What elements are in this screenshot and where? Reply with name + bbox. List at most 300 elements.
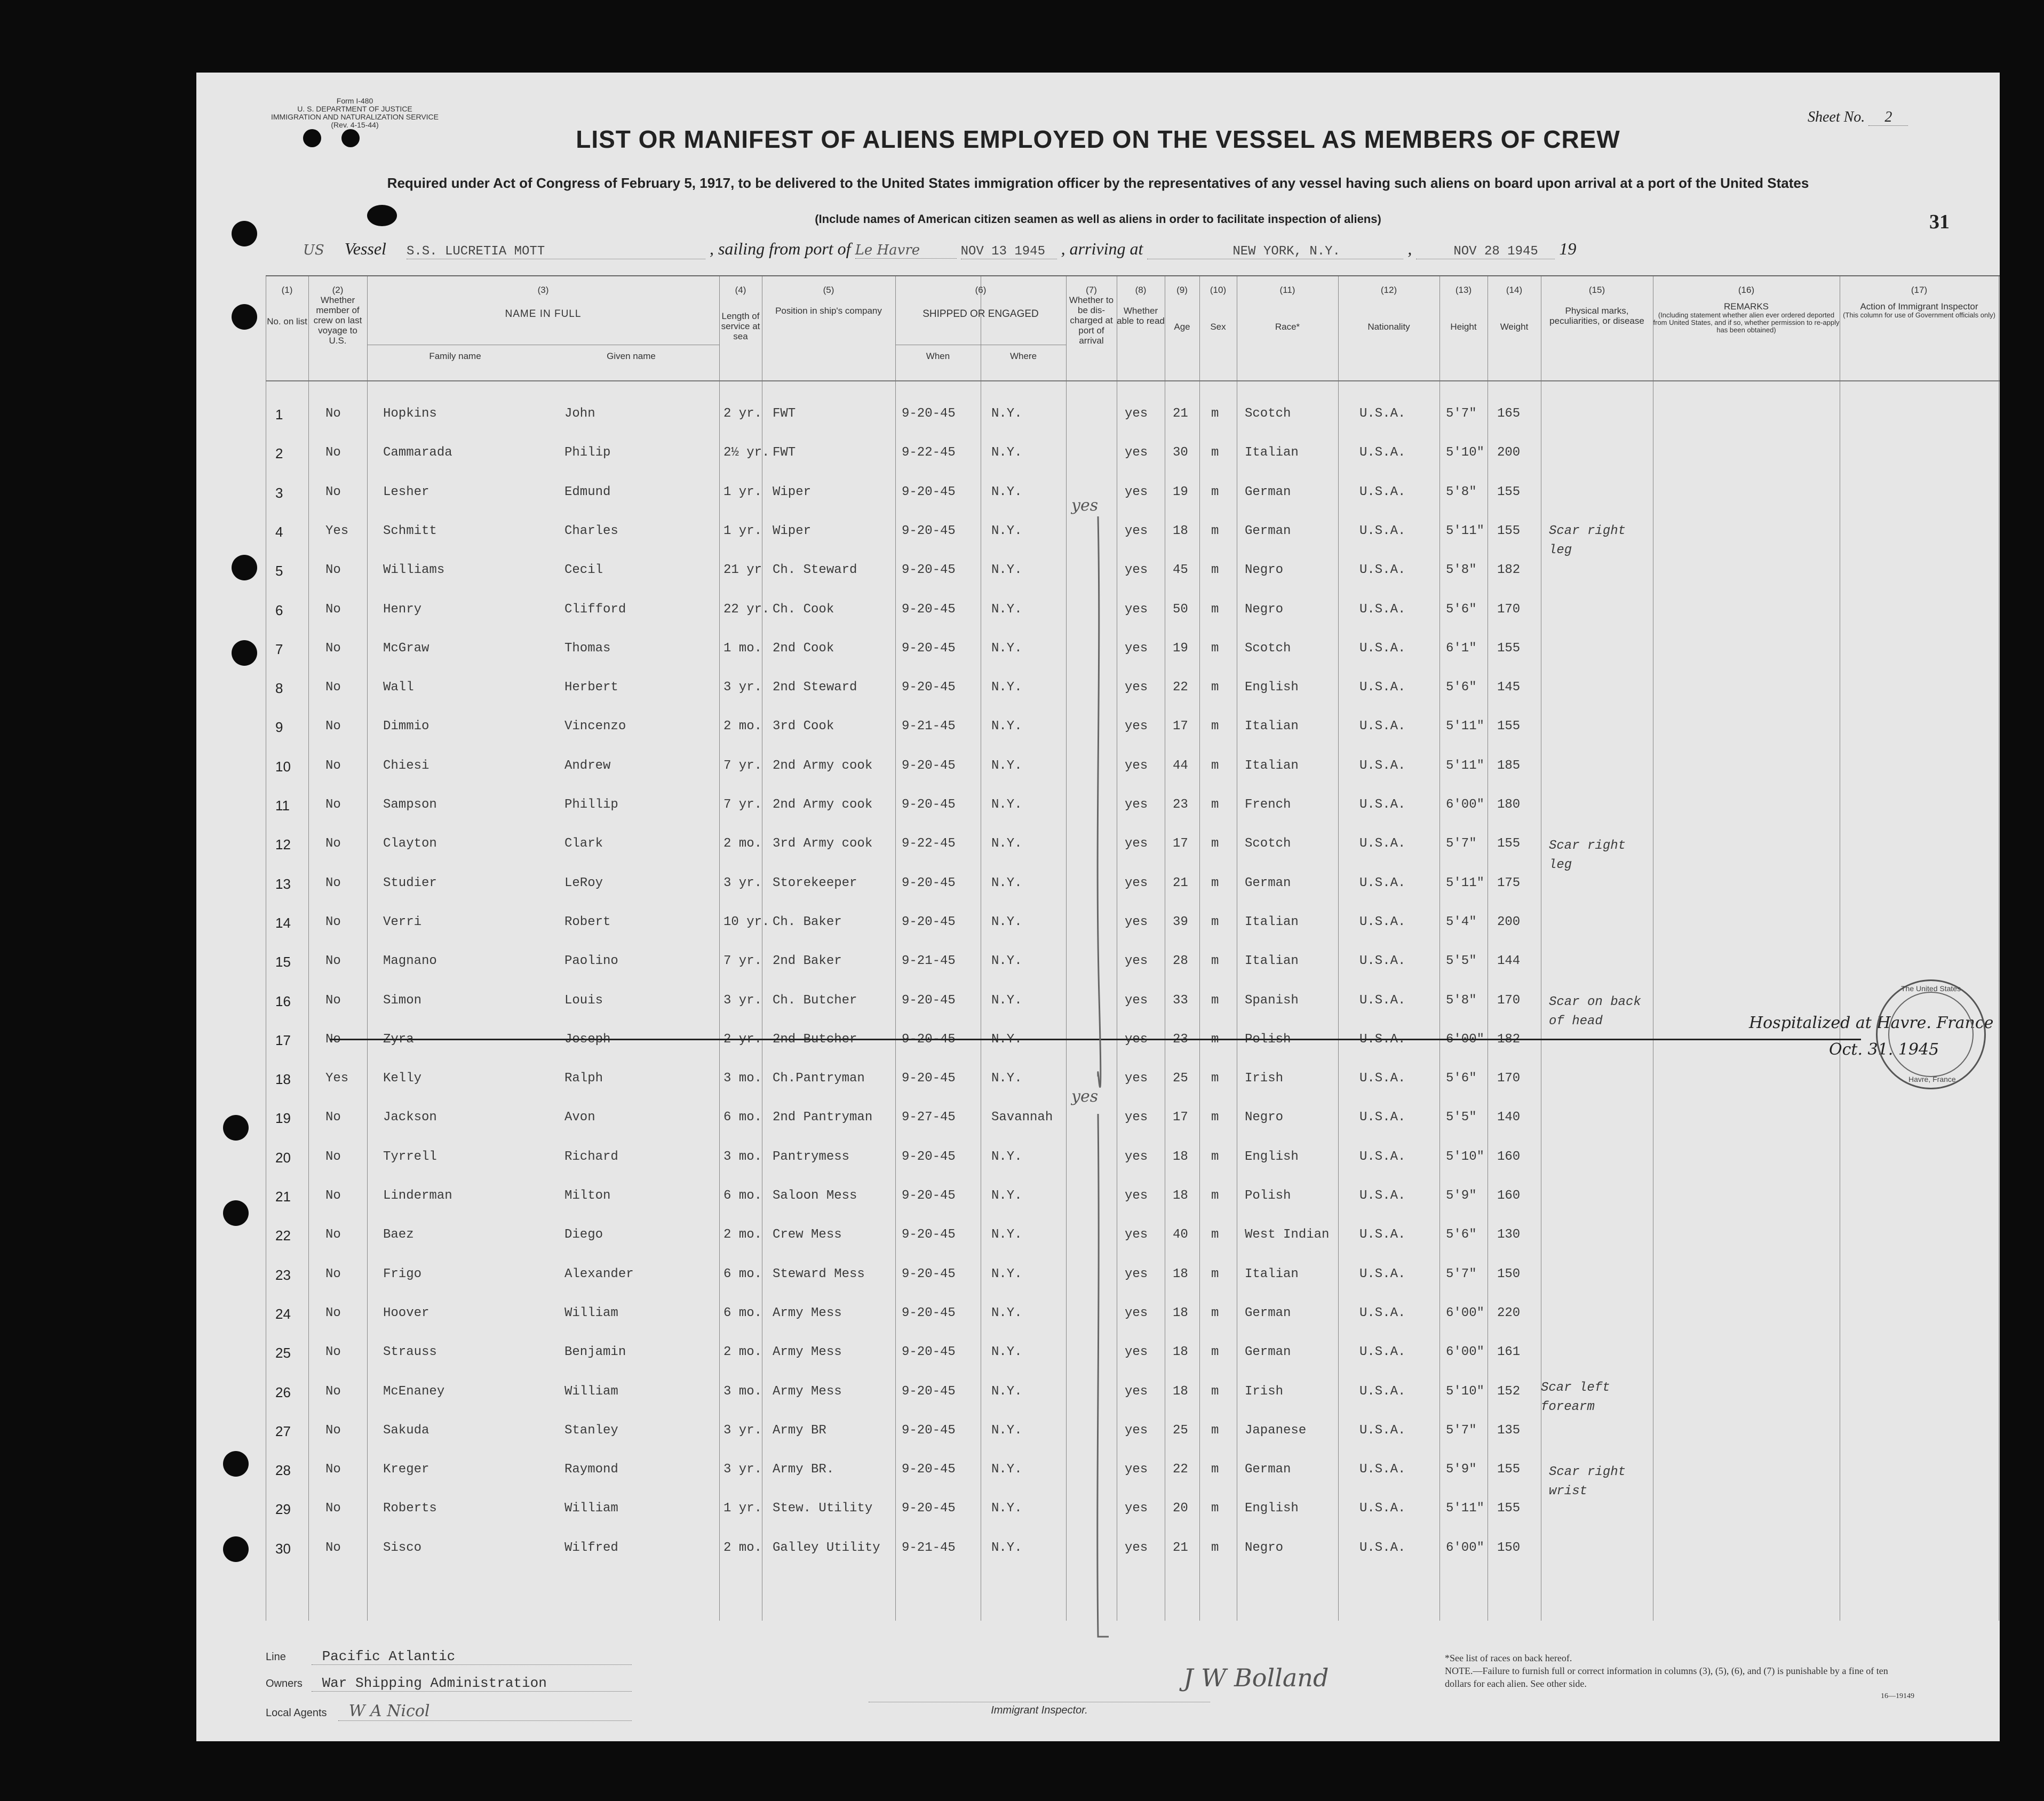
cell-no: 21	[275, 1189, 291, 1205]
cell-nat: U.S.A.	[1359, 1266, 1406, 1281]
cell-no: 22	[275, 1228, 291, 1244]
header-where: Where	[1009, 351, 1037, 361]
cell-age: 21	[1173, 407, 1188, 421]
cell-when: 9-20-45	[902, 1501, 956, 1516]
header-col-14	[1488, 285, 1541, 332]
cell-family: Roberts	[383, 1501, 437, 1516]
cell-read: yes	[1125, 875, 1148, 890]
ditto-line	[1087, 516, 1109, 1797]
cell-service: 2 yr.	[723, 407, 762, 421]
cell-read: yes	[1125, 719, 1148, 734]
cell-family: Sisco	[383, 1540, 422, 1555]
cell-no: 23	[275, 1266, 291, 1283]
cell-nat: U.S.A.	[1359, 758, 1406, 773]
sailing-label: , sailing from port of	[709, 239, 851, 258]
service: IMMIGRATION AND NATURALIZATION SERVICE	[271, 113, 439, 121]
side-number: 31	[1929, 211, 1950, 233]
header-col-6	[895, 285, 1066, 319]
cell-no: 24	[275, 1305, 291, 1322]
cell-height: 6'00"	[1446, 1345, 1485, 1360]
cell-height: 5'6"	[1446, 1071, 1477, 1086]
owners-label: Owners	[266, 1678, 303, 1690]
cell-no: 15	[275, 954, 291, 970]
cell-race: Italian	[1245, 445, 1299, 460]
cell-sex: m	[1211, 1345, 1219, 1360]
cell-age: 17	[1173, 1110, 1188, 1125]
col-number: (9)	[1176, 285, 1188, 295]
table-row	[266, 1254, 2000, 1293]
subtitle-note: (Include names of American citizen seamen as well as aliens in order to facilitate inspection of aliens)	[815, 212, 1381, 226]
cell-family: Tyrrell	[383, 1149, 437, 1164]
subtitle: Required under Act of Congress of February 5, 1917, to be delivered to the United States immigration officer by the representatives of any vessel having such aliens on board upon arrival at a port of the United States	[387, 175, 1809, 191]
cell-read: yes	[1125, 1149, 1148, 1164]
header-col-16	[1653, 285, 1840, 334]
cell-position: Army BR.	[773, 1462, 834, 1477]
cell-age: 40	[1173, 1228, 1188, 1242]
cell-height: 5'7"	[1446, 407, 1477, 421]
cell-where: N.Y.	[991, 1032, 1022, 1047]
cell-where: N.Y.	[991, 484, 1022, 499]
cell-last: No	[325, 641, 341, 656]
cell-race: English	[1245, 1149, 1299, 1164]
header-col-15	[1541, 285, 1653, 326]
cell-age: 21	[1173, 1540, 1188, 1555]
cell-last: No	[325, 484, 341, 499]
cell-position: 2nd Army cook	[773, 758, 873, 773]
cell-read: yes	[1125, 407, 1148, 421]
cell-nat: U.S.A.	[1359, 993, 1406, 1008]
cell-given: William	[564, 1501, 618, 1516]
cell-position: Ch.Pantryman	[773, 1071, 865, 1086]
cell-when: 9-20-45	[902, 1266, 956, 1281]
cell-sex: m	[1211, 641, 1219, 656]
cell-age: 25	[1173, 1071, 1188, 1086]
cell-race: West Indian	[1245, 1228, 1330, 1242]
cell-nat: U.S.A.	[1359, 836, 1406, 851]
cell-when: 9-20-45	[902, 523, 956, 538]
cell-given: Raymond	[564, 1462, 618, 1477]
cell-height: 6'00"	[1446, 798, 1485, 812]
cell-where: N.Y.	[991, 1189, 1022, 1203]
cell-position: Wiper	[773, 484, 812, 499]
cell-where: N.Y.	[991, 602, 1022, 617]
cell-no: 5	[275, 563, 283, 579]
cell-read: yes	[1125, 1540, 1148, 1555]
cell-read: yes	[1125, 563, 1148, 578]
phys-mark-row-4: Scar right leg	[1549, 524, 1626, 557]
header-col-8	[1117, 285, 1165, 326]
line-value: Pacific Atlantic	[312, 1648, 632, 1665]
cell-service: 1 yr.	[723, 1501, 762, 1516]
cell-position: 3rd Army cook	[773, 836, 873, 851]
cell-sex: m	[1211, 1266, 1219, 1281]
cell-sex: m	[1211, 1032, 1219, 1047]
col-label: Action of Immigrant Inspector	[1860, 301, 1978, 312]
cell-given: Paolino	[564, 954, 618, 969]
cell-read: yes	[1125, 1345, 1148, 1360]
cell-weight: 145	[1497, 680, 1521, 695]
year-label: 19	[1559, 239, 1577, 258]
form-code: 16—19149	[1881, 1692, 1914, 1700]
vessel-label: Vessel	[344, 239, 386, 258]
cell-race: Japanese	[1245, 1423, 1307, 1438]
cell-where: N.Y.	[991, 407, 1022, 421]
cell-race: English	[1245, 1501, 1299, 1516]
col-number: (15)	[1588, 285, 1605, 295]
cell-height: 5'7"	[1446, 1266, 1477, 1281]
cell-last: No	[325, 875, 341, 890]
cell-service: 10 yr.	[723, 914, 770, 929]
cell-age: 18	[1173, 1384, 1188, 1399]
cell-nat: U.S.A.	[1359, 484, 1406, 499]
cell-where: N.Y.	[991, 1384, 1022, 1399]
cell-race: Italian	[1245, 954, 1299, 969]
cell-sex: m	[1211, 1501, 1219, 1516]
cell-race: Italian	[1245, 1266, 1299, 1281]
cell-height: 5'9"	[1446, 1462, 1477, 1477]
table-row	[266, 863, 2000, 902]
cell-position: Ch. Steward	[773, 563, 857, 578]
cell-where: N.Y.	[991, 1228, 1022, 1242]
cell-family: Hopkins	[383, 407, 437, 421]
cell-last: No	[325, 1228, 341, 1242]
footer-agents	[266, 1702, 632, 1721]
col-number: (2)	[332, 285, 344, 295]
cell-weight: 185	[1497, 758, 1521, 773]
table-row	[266, 746, 2000, 785]
cell-last: No	[325, 719, 341, 734]
cell-when: 9-20-45	[902, 1462, 956, 1477]
cell-height: 5'11"	[1446, 1501, 1485, 1516]
cell-where: N.Y.	[991, 1071, 1022, 1086]
vessel-name: S.S. LUCRETIA MOTT	[407, 244, 705, 259]
sailing-port: Le Havre	[855, 242, 957, 259]
cell-service: 2 mo.	[723, 719, 762, 734]
cell-sex: m	[1211, 563, 1219, 578]
table-row	[266, 1372, 2000, 1410]
cell-age: 18	[1173, 1345, 1188, 1360]
cell-family: Linderman	[383, 1189, 452, 1203]
col-number: (10)	[1210, 285, 1227, 295]
inspector-label: Immigrant Inspector.	[991, 1704, 1088, 1716]
cell-position: Wiper	[773, 523, 812, 538]
cell-sex: m	[1211, 798, 1219, 812]
immigration-stamp	[1876, 979, 1986, 1089]
cell-position: Crew Mess	[773, 1228, 842, 1242]
cell-read: yes	[1125, 1423, 1148, 1438]
cell-family: Cammarada	[383, 445, 452, 460]
cell-age: 23	[1173, 798, 1188, 812]
cell-service: 1 yr.	[723, 523, 762, 538]
cell-weight: 155	[1497, 1501, 1521, 1516]
cell-last: No	[325, 954, 341, 969]
phys-mark-row-16: Scar on back of head	[1549, 995, 1641, 1029]
cell-when: 9-20-45	[902, 1228, 956, 1242]
col-number: (5)	[823, 285, 834, 295]
cell-service: 6 mo.	[723, 1266, 762, 1281]
cell-race: Negro	[1245, 1110, 1284, 1125]
cell-read: yes	[1125, 1110, 1148, 1125]
cell-height: 5'7"	[1446, 1423, 1477, 1438]
cell-weight: 155	[1497, 641, 1521, 656]
cell-race: Italian	[1245, 914, 1299, 929]
cell-no: 2	[275, 445, 283, 462]
header-col-4	[719, 285, 762, 341]
cell-nat: U.S.A.	[1359, 914, 1406, 929]
col-number: (8)	[1135, 285, 1147, 295]
cell-family: Magnano	[383, 954, 437, 969]
cell-read: yes	[1125, 1384, 1148, 1399]
cell-given: Herbert	[564, 680, 618, 695]
arriving-label: , arriving at	[1061, 239, 1143, 258]
cell-nat: U.S.A.	[1359, 1305, 1406, 1320]
cell-given: Benjamin	[564, 1345, 626, 1360]
table-row	[266, 785, 2000, 824]
cell-last: No	[325, 602, 341, 617]
sheet-label: Sheet No.	[1808, 109, 1865, 125]
cell-given: Philip	[564, 445, 611, 460]
cell-nat: U.S.A.	[1359, 1384, 1406, 1399]
cell-last: No	[325, 1266, 341, 1281]
cell-given: William	[564, 1305, 618, 1320]
agents-label: Local Agents	[266, 1707, 327, 1719]
cell-read: yes	[1125, 602, 1148, 617]
cell-when: 9-20-45	[902, 1423, 956, 1438]
cell-nat: U.S.A.	[1359, 563, 1406, 578]
cell-race: Irish	[1245, 1384, 1284, 1399]
cell-given: Clark	[564, 836, 603, 851]
cell-family: Jackson	[383, 1110, 437, 1125]
phys-mark-row-12: Scar right leg	[1549, 839, 1626, 872]
cell-service: 6 mo.	[723, 1305, 762, 1320]
cell-where: N.Y.	[991, 680, 1022, 695]
cell-family: Williams	[383, 563, 445, 578]
cell-sex: m	[1211, 993, 1219, 1008]
cell-race: German	[1245, 875, 1291, 890]
cell-age: 45	[1173, 563, 1188, 578]
discharge-handwritten-18: yes	[1071, 1087, 1099, 1106]
cell-given: William	[564, 1384, 618, 1399]
cell-read: yes	[1125, 523, 1148, 538]
cell-last: No	[325, 563, 341, 578]
cell-last: No	[325, 1462, 341, 1477]
cell-position: FWT	[773, 407, 796, 421]
cell-where: N.Y.	[991, 993, 1022, 1008]
cell-when: 9-20-45	[902, 914, 956, 929]
cell-service: 7 yr.	[723, 798, 762, 812]
cell-no: 17	[275, 1032, 291, 1048]
cell-where: N.Y.	[991, 1462, 1022, 1477]
cell-last: Yes	[325, 1071, 349, 1086]
cell-nat: U.S.A.	[1359, 1462, 1406, 1477]
cell-height: 6'00"	[1446, 1540, 1485, 1555]
department: U. S. DEPARTMENT OF JUSTICE	[297, 105, 412, 113]
cell-family: McEnaney	[383, 1384, 445, 1399]
col-label: Length of service at sea	[721, 311, 760, 341]
cell-age: 18	[1173, 1149, 1188, 1164]
cell-nat: U.S.A.	[1359, 875, 1406, 890]
cell-when: 9-20-45	[902, 563, 956, 578]
cell-where: N.Y.	[991, 914, 1022, 929]
cell-no: 29	[275, 1501, 291, 1518]
cell-where: N.Y.	[991, 1345, 1022, 1360]
cell-given: Stanley	[564, 1423, 618, 1438]
col-label: Whether to be dis-charged at port of arrival	[1069, 295, 1114, 346]
cell-race: Polish	[1245, 1032, 1291, 1047]
cell-last: No	[325, 1149, 341, 1164]
cell-service: 22 yr.	[723, 602, 770, 617]
cell-nat: U.S.A.	[1359, 680, 1406, 695]
cell-weight: 170	[1497, 993, 1521, 1008]
cell-sex: m	[1211, 875, 1219, 890]
col-label: Race*	[1275, 322, 1300, 332]
cell-nat: U.S.A.	[1359, 1071, 1406, 1086]
cell-no: 6	[275, 602, 283, 618]
cell-given: Robert	[564, 914, 611, 929]
cell-when: 9-21-45	[902, 1540, 956, 1555]
cell-service: 2 mo.	[723, 1540, 762, 1555]
cell-weight: 175	[1497, 875, 1521, 890]
col-label: NAME IN FULL	[505, 308, 582, 320]
cell-read: yes	[1125, 484, 1148, 499]
cell-nat: U.S.A.	[1359, 641, 1406, 656]
cell-sex: m	[1211, 602, 1219, 617]
cell-family: Sakuda	[383, 1423, 430, 1438]
cell-when: 9-20-45	[902, 641, 956, 656]
cell-service: 3 mo.	[723, 1384, 762, 1399]
cell-family: Clayton	[383, 836, 437, 851]
cell-no: 7	[275, 641, 283, 657]
cell-height: 6'1"	[1446, 641, 1477, 656]
cell-position: 2nd Steward	[773, 680, 857, 695]
cell-read: yes	[1125, 798, 1148, 812]
table-row	[266, 1528, 2000, 1567]
cell-sex: m	[1211, 1189, 1219, 1203]
cell-given: Joseph	[564, 1032, 611, 1047]
cell-position: FWT	[773, 445, 796, 460]
cell-sex: m	[1211, 1228, 1219, 1242]
punch-hole	[223, 1536, 249, 1562]
cell-height: 5'4"	[1446, 914, 1477, 929]
cell-when: 9-20-45	[902, 1032, 956, 1047]
sheet-value: 2	[1868, 109, 1908, 126]
cell-read: yes	[1125, 1462, 1148, 1477]
col-label: Nationality	[1367, 322, 1410, 332]
cell-weight: 135	[1497, 1423, 1521, 1438]
cell-where: N.Y.	[991, 719, 1022, 734]
col-number: (4)	[735, 285, 746, 295]
cell-when: 9-20-45	[902, 798, 956, 812]
cell-race: Irish	[1245, 1071, 1284, 1086]
cell-height: 5'7"	[1446, 836, 1477, 851]
cell-given: Charles	[564, 523, 618, 538]
cell-service: 3 yr.	[723, 1423, 762, 1438]
table-row	[266, 1176, 2000, 1215]
cell-weight: 182	[1497, 1032, 1521, 1047]
cell-race: Negro	[1245, 563, 1284, 578]
cell-weight: 155	[1497, 484, 1521, 499]
header-col-1	[266, 285, 308, 326]
cell-position: 2nd Pantryman	[773, 1110, 873, 1125]
cell-race: German	[1245, 484, 1291, 499]
cell-when: 9-20-45	[902, 484, 956, 499]
col-number: (16)	[1738, 285, 1755, 295]
cell-sex: m	[1211, 523, 1219, 538]
cell-height: 5'8"	[1446, 484, 1477, 499]
vessel-line	[303, 239, 1576, 259]
cell-age: 18	[1173, 1189, 1188, 1203]
cell-weight: 200	[1497, 445, 1521, 460]
cell-weight: 144	[1497, 954, 1521, 969]
cell-service: 2 mo.	[723, 836, 762, 851]
cell-position: Army Mess	[773, 1384, 842, 1399]
cell-family: Lesher	[383, 484, 430, 499]
cell-age: 19	[1173, 484, 1188, 499]
cell-sex: m	[1211, 680, 1219, 695]
cell-position: Storekeeper	[773, 875, 857, 890]
table-row	[266, 1097, 2000, 1136]
cell-where: N.Y.	[991, 1423, 1022, 1438]
cell-nat: U.S.A.	[1359, 1540, 1406, 1555]
cell-sex: m	[1211, 719, 1219, 734]
header-col-12	[1338, 285, 1439, 332]
cell-position: Ch. Baker	[773, 914, 842, 929]
cell-read: yes	[1125, 641, 1148, 656]
cell-family: Hoover	[383, 1305, 430, 1320]
cell-sex: m	[1211, 758, 1219, 773]
cell-sex: m	[1211, 836, 1219, 851]
cell-age: 17	[1173, 719, 1188, 734]
cell-read: yes	[1125, 1266, 1148, 1281]
cell-given: Vincenzo	[564, 719, 626, 734]
cell-weight: 220	[1497, 1305, 1521, 1320]
header-col-9	[1165, 285, 1199, 332]
cell-where: N.Y.	[991, 1149, 1022, 1164]
cell-weight: 160	[1497, 1149, 1521, 1164]
header-col-13	[1439, 285, 1488, 332]
cell-service: 6 mo.	[723, 1110, 762, 1125]
cell-age: 23	[1173, 1032, 1188, 1047]
cell-when: 9-20-45	[902, 1071, 956, 1086]
col-label: REMARKS	[1723, 301, 1769, 312]
cell-last: No	[325, 407, 341, 421]
cell-position: Pantrymess	[773, 1149, 850, 1164]
cell-sex: m	[1211, 1149, 1219, 1164]
cell-weight: 155	[1497, 836, 1521, 851]
table-row	[266, 824, 2000, 863]
cell-race: Negro	[1245, 602, 1284, 617]
sheet-number	[1808, 109, 1908, 126]
cell-service: 7 yr.	[723, 954, 762, 969]
cell-last: No	[325, 1189, 341, 1203]
manifest-sheet	[196, 73, 2000, 1741]
cell-family: Studier	[383, 875, 437, 890]
cell-sex: m	[1211, 445, 1219, 460]
cell-where: N.Y.	[991, 758, 1022, 773]
cell-when: 9-21-45	[902, 719, 956, 734]
cell-age: 25	[1173, 1423, 1188, 1438]
cell-service: 2 mo.	[723, 1345, 762, 1360]
cell-where: N.Y.	[991, 641, 1022, 656]
cell-service: 1 mo.	[723, 641, 762, 656]
cell-family: Kelly	[383, 1071, 422, 1086]
cell-height: 5'11"	[1446, 758, 1485, 773]
cell-family: Baez	[383, 1228, 414, 1242]
cell-given: Milton	[564, 1189, 611, 1203]
form-number: Form I-480	[336, 97, 373, 105]
cell-when: 9-20-45	[902, 758, 956, 773]
cell-last: No	[325, 680, 341, 695]
